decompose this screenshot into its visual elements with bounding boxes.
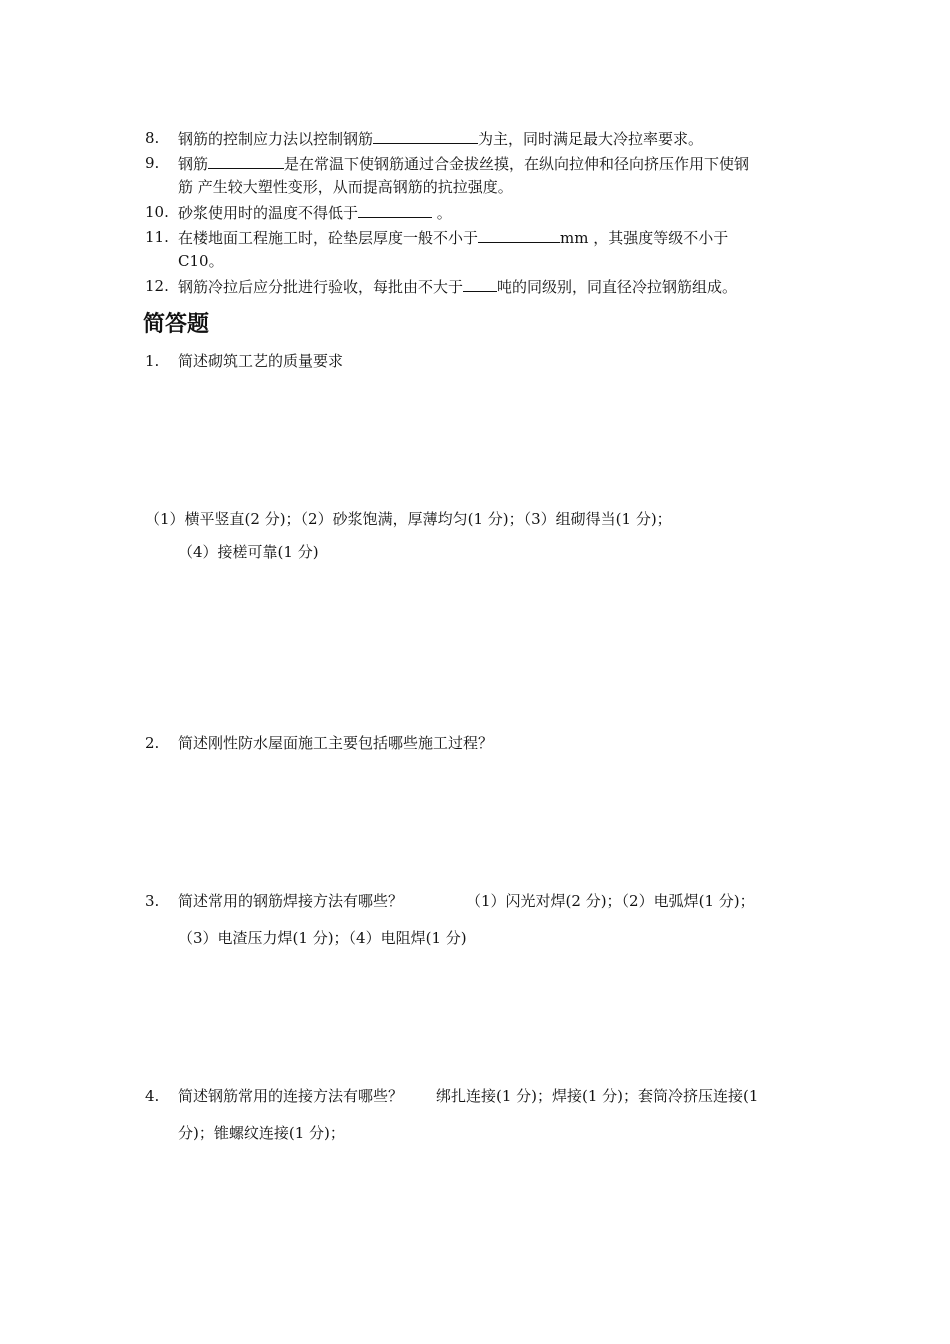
section-title: 简答题 — [143, 312, 210, 337]
answer-blank[interactable] — [208, 153, 284, 169]
item-number: 8. — [145, 129, 160, 147]
question-number: 4. — [145, 1087, 160, 1105]
item-number: 12. — [145, 277, 169, 295]
item-number: 10. — [145, 203, 169, 221]
item-text: 在楼地面工程施工时，砼垫层厚度一般不小于 — [178, 229, 479, 247]
item-number: 11. — [145, 228, 169, 246]
answer-text: （3）电渣压力焊(1 分)；（4）电阻焊(1 分) — [178, 929, 467, 947]
answer-blank[interactable] — [358, 202, 432, 218]
answer-blank[interactable] — [373, 128, 478, 144]
question-number: 1. — [145, 352, 160, 370]
item-number: 9. — [145, 154, 160, 172]
answer-text: （1）闪光对焊(2 分)；（2）电弧焊(1 分)； — [466, 892, 755, 910]
fill-in-item-8 — [178, 128, 703, 149]
question-text: 简述钢筋常用的连接方法有哪些？ — [178, 1087, 404, 1105]
item-text: 钢筋的控制应力法以控制钢筋 — [178, 130, 374, 148]
item-text: 钢筋 — [178, 155, 209, 173]
item-continuation: C10。 — [178, 252, 224, 270]
item-text: 吨的同级别，同直径冷拉钢筋组成。 — [497, 278, 738, 296]
item-text: 是在常温下使钢筋通过合金拔丝摸，在纵向拉伸和径向挤压作用下使钢 — [284, 155, 750, 173]
answer-text: 绑扎连接(1 分)；焊接(1 分)；套筒冷挤压连接(1 — [436, 1087, 759, 1105]
question-number: 3. — [145, 892, 160, 910]
answer-blank[interactable] — [463, 276, 497, 292]
fill-in-item-10 — [178, 202, 452, 223]
question-text: 简述常用的钢筋焊接方法有哪些？ — [178, 892, 404, 910]
item-text: 砂浆使用时的温度不得低于 — [178, 204, 359, 222]
question-text: 简述砌筑工艺的质量要求 — [178, 352, 344, 370]
fill-in-item-12 — [178, 276, 737, 297]
item-text: 钢筋冷拉后应分批进行验收，每批由不大于 — [178, 278, 464, 296]
item-text: mm ，其强度等级不小于 — [560, 229, 729, 247]
item-continuation: 筋 产生较大塑性变形，从而提高钢筋的抗拉强度。 — [178, 178, 513, 196]
item-text: 。 — [432, 204, 452, 222]
answer-text: 分)；锥螺纹连接(1 分)； — [178, 1124, 345, 1142]
fill-in-item-9 — [178, 153, 749, 174]
answer-blank[interactable] — [478, 227, 560, 243]
item-text: 为主，同时满足最大冷拉率要求。 — [478, 130, 704, 148]
question-number: 2. — [145, 734, 160, 752]
fill-in-item-11 — [178, 227, 728, 248]
question-text: 简述刚性防水屋面施工主要包括哪些施工过程？ — [178, 734, 494, 752]
answer-text: （1）横平竖直(2 分)；（2）砂浆饱满，厚薄均匀(1 分)；（3）组砌得当(1 分)； — [145, 510, 672, 528]
answer-text: （4）接槎可靠(1 分) — [178, 543, 319, 561]
